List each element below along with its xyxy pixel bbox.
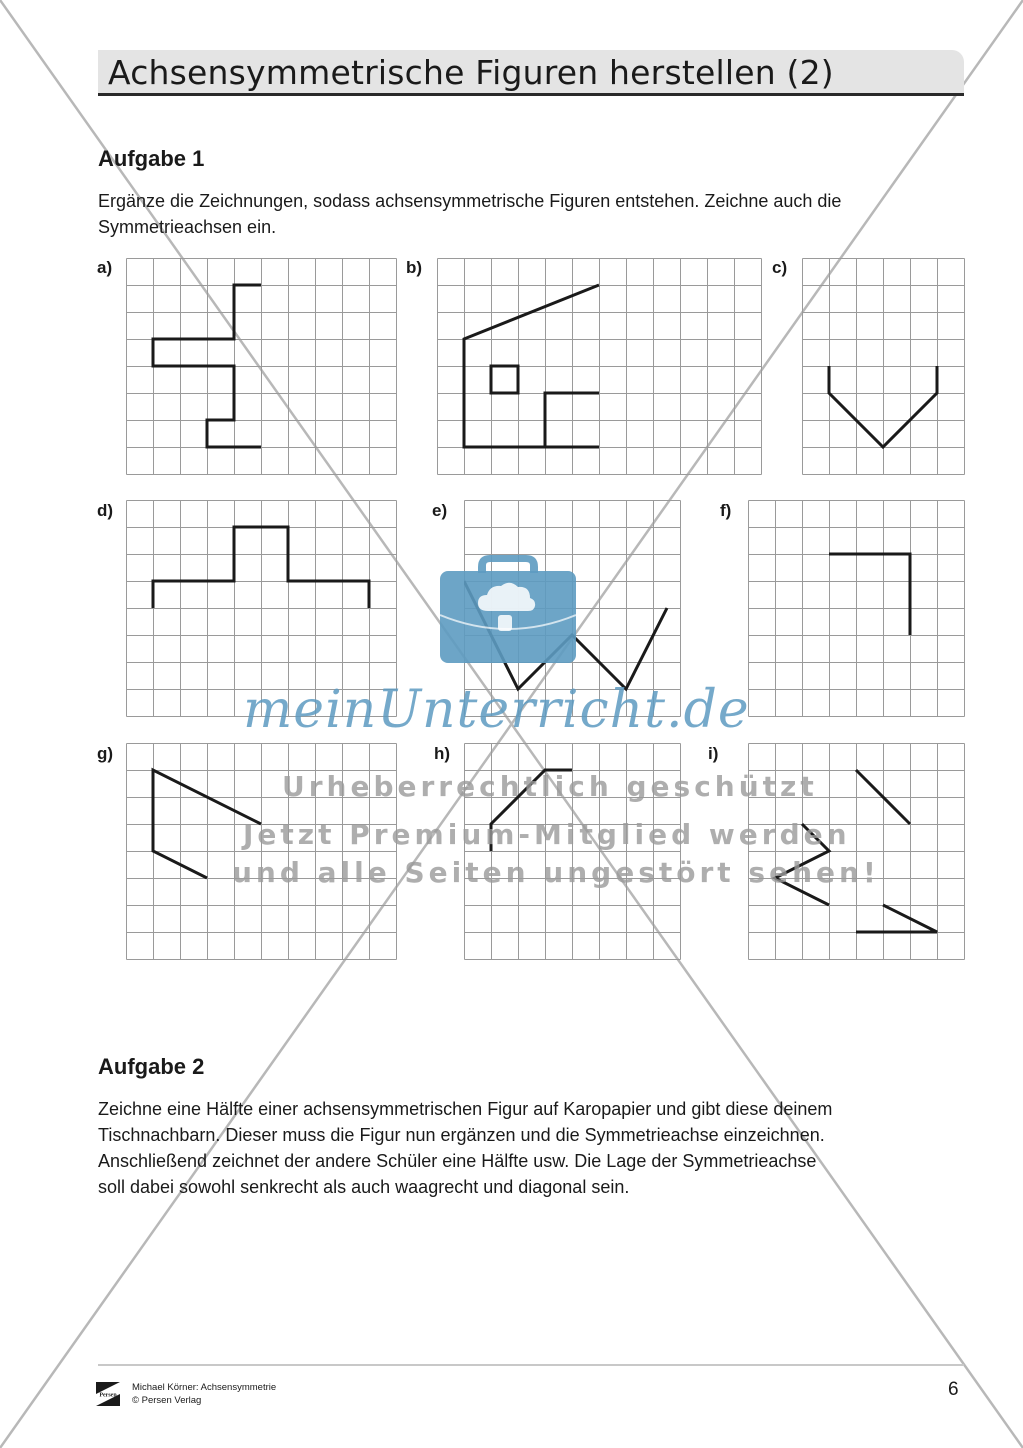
page-title: Achsensymmetrische Figuren herstellen (2): [108, 53, 834, 92]
watermark-line-2: Jetzt Premium-Mitglied werden: [243, 818, 851, 851]
task2-line-2: Tischnachbarn. Dieser muss die Figur nun ergänzen und die Symmetrieachse einzeichnen.: [98, 1125, 825, 1145]
task2-line-1: Zeichne eine Hälfte einer achsensymmetrischen Figur auf Karopapier und gibt diese deinem: [98, 1099, 833, 1119]
footer-divider: [98, 1364, 964, 1366]
figure-i-triangle: [856, 905, 937, 932]
watermark-brand: meinUnterricht.de: [243, 680, 750, 740]
grid-label-c: c): [772, 258, 788, 277]
figure-b-window: [491, 366, 518, 393]
grid-label-h: h): [434, 744, 451, 763]
grid-b: [437, 258, 762, 475]
task2-line-3: Anschließend zeichnet der andere Schüler eine Hälfte usw. Die Lage der Symmetrieachse: [98, 1151, 817, 1171]
grid-label-i: i): [708, 744, 719, 763]
grid-label-e: e): [432, 501, 448, 520]
task1-heading: Aufgabe 1: [98, 146, 205, 171]
task1-instructions: [98, 188, 978, 240]
publisher-logo: [96, 1382, 120, 1406]
task1-line-2: Symmetrieachsen ein.: [98, 217, 277, 237]
footer-publisher: © Persen Verlag: [132, 1395, 202, 1406]
task1-line-1: Ergänze die Zeichnungen, sodass achsensymmetrische Figuren entstehen. Zeichne auch die: [98, 191, 842, 211]
grid-label-a: a): [97, 258, 113, 277]
grid-label-g: g): [97, 744, 114, 763]
publisher-logo-text: Persen: [99, 1392, 117, 1399]
footer-author: Michael Körner: Achsensymmetrie: [132, 1382, 277, 1393]
grid-c: [802, 258, 965, 475]
grid-a: [126, 258, 397, 475]
task2-heading: Aufgabe 2: [98, 1054, 205, 1079]
grid-f: [748, 500, 965, 717]
page-number: 6: [948, 1379, 959, 1400]
task2-line-4: soll dabei sowohl senkrecht als auch waagrecht und diagonal sein.: [98, 1177, 630, 1197]
task2-text: [98, 1096, 978, 1200]
briefcase-icon: [438, 553, 578, 668]
watermark-line-1: Urheberrechtlich geschützt: [282, 770, 818, 803]
grid-label-f: f): [720, 501, 732, 520]
grid-label-b: b): [406, 258, 423, 277]
figure-f: [829, 554, 910, 635]
watermark-line-3: und alle Seiten ungestört sehen!: [232, 856, 880, 889]
grid-label-d: d): [97, 501, 114, 520]
